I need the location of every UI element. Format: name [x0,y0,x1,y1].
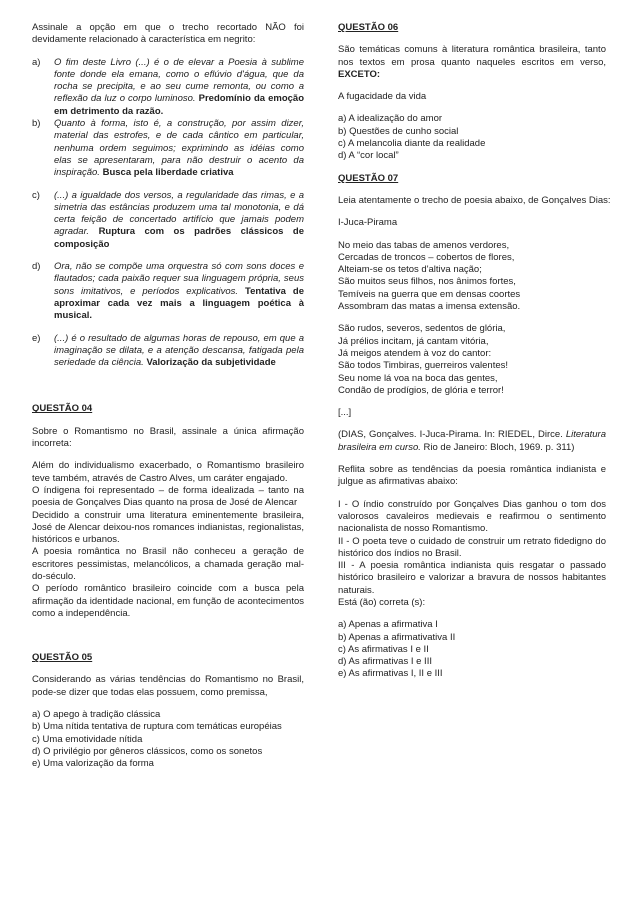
poem-verse: São muitos seus filhos, nos ânimos fortes, [338,276,516,288]
question-06-option: a) A idealização do amor [338,113,443,125]
option-characteristic: Busca pela liberdade criativa [102,167,234,179]
question-07-option: c) As afirmativas I e II [338,643,429,655]
exceto-keyword: EXCETO: [338,68,381,80]
question-07-correct-label: Está (ão) correta (s): [338,596,426,608]
option-text: O fim deste Livro (...) é o de elevar a Poesia à sublime fonte donde ela emana, como o eflúvio d'água, que da rocha se precipita, e ao seu cume remonta, ou como a reflexão da luz o corpo luminoso. Predomínio da emoção em detrimento da razão. [54,56,304,117]
question-06-option: b) Questões de cunho social [338,125,459,137]
question-07-option: e) As afirmativas I, II e III [338,668,443,680]
question-07-title: QUESTÃO 07 [338,172,399,184]
poem-verse: Cercadas de troncos – cobertos de flores, [338,251,515,263]
q3-option-b [32,118,304,179]
question-04-title: QUESTÃO 04 [32,403,93,415]
question-04-item: Além do individualismo exacerbado, o Romantismo brasileiro teve também, através de Castro Alves, um caráter engajado. [32,460,304,484]
question-07-statement: II - O poeta teve o cuidado de construir um retrato fidedigno do histórico dos índios no Brasil. [338,535,606,559]
question-04-item: O período romântico brasileiro coincide com a busca pela afirmação da identidade nacional, em função de acontecimentos como a independência. [32,583,304,619]
question-05-option: b) Uma nítida tentativa de ruptura com temáticas européias [32,721,282,733]
question-05-option: c) Uma emotividade nítida [32,733,143,745]
question-05-option: a) O apego à tradição clássica [32,709,161,721]
q3-option-c [32,190,304,251]
poem-verse: Seu nome lá voa na boca das gentes, [338,372,498,384]
option-text: (...) é o resultado de algumas horas de repouso, em que a imaginação se dilata, e a atenção descansa, fatigada pela seriedade da ciência. Valorização da subjetividade [54,332,304,369]
poem-verse: São rudos, severos, sedentos de glória, [338,323,506,335]
option-characteristic: Valorização da subjetividade [146,357,276,369]
question-07-prompt: Reflita sobre as tendências da poesia romântica indianista e julgue as afirmativas abaixo: [338,464,606,488]
q3-option-e [32,333,304,370]
right-column [338,22,611,681]
question-06-option: d) A “cor local” [338,150,399,162]
poem-verse: São todos Timbiras, guerreiros valentes! [338,360,509,372]
left-column [32,22,304,771]
poem-verse: Temíveis na guerra que em densas coortes [338,288,521,300]
question-06-option: A fugacidade da vida [338,91,427,103]
option-letter: c) [32,189,40,201]
option-text: (...) a igualdade dos versos, a regularidade das rimas, e a simetria das estâncias produzem uma tal monotonia, e dá certa feição de concertado artifício que jamais podem agradar. Ruptura com os padrões clássicos de composição [54,189,305,250]
poem-title: I-Juca-Pirama [338,217,398,229]
option-characteristic: Ruptura com os padrões clássicos de composição [54,226,305,250]
option-characteristic: Tentativa de aproximar cada vez mais a linguagem poética à musical. [54,285,304,322]
poem-citation: (DIAS, Gonçalves. I-Juca-Pirama. In: RIEDEL, Dirce. Literatura brasileira em curso. Rio de Janeiro: Bloch, 1969. p. 311) [338,429,606,453]
question-03-intro: Assinale a opção em que o trecho recortado NÃO foi devidamente relacionado à característica em negrito: [32,22,304,46]
question-05-stem: Considerando as várias tendências do Romantismo no Brasil, pode-se dizer que todas elas possuem, como premissa, [32,674,304,698]
question-07-option: b) Apenas a afirmativativa II [338,631,456,643]
option-characteristic: Predomínio da emoção em detrimento da razão. [54,93,304,117]
option-text: Quanto à forma, isto é, a construção, por assim dizer, material das estrofes, e de cada cântico em particular, nenhuma ordem seguimos; exprimindo as idéias como elas se apresentaram, para não destruir o acento da inspiração. Busca pela liberdade criativa [54,118,304,179]
question-07-option: d) As afirmativas I e III [338,656,432,668]
q3-option-d [32,261,304,322]
citation-book-title: Literatura brasileira em curso. [338,429,606,453]
poem-verse: Alteiam-se os tetos d'altiva nação; [338,264,482,276]
question-04-stem: Sobre o Romantismo no Brasil, assinale a única afirmação incorreta: [32,425,304,450]
question-05-title: QUESTÃO 05 [32,652,93,664]
q3-option-a [32,57,304,118]
poem-verse: Assombram das matas a imensa extensão. [338,301,521,313]
option-letter: d) [32,261,41,273]
question-07-statement: I - O índio construído por Gonçalves Dias ganhou o tom dos valorosos cavaleiros medievais e reafirmou o sentimento nacionalista de nosso Romantismo. [338,498,606,535]
poem-verse: Já meigos atendem à voz do cantor: [338,347,492,359]
question-04-item: O índigena foi representado – de forma idealizada – tanto na poesia de Gonçalves Dias quanto na prosa de José de Alencar [32,484,304,509]
question-05-option: d) O privilégio por gêneros clássicos, como os sonetos [32,745,263,757]
option-text: Ora, não se compõe uma orquestra só com sons doces e flautados; cada paixão requer sua linguagem própria, seus sons imitativos, e períodos explicativos. Tentativa de aproximar cada vez mais a linguagem poética à musical. [54,261,304,322]
question-04-item: A poesia romântica no Brasil não conheceu a geração de escritores pessimistas, melancólicos, a chamada geração mal-do-século. [32,546,304,582]
question-04-item: Decidido a construir uma literatura eminentemente brasileira, José de Alencar deixou-nos romances indianistas, regionalistas, históricos e urbanos. [32,509,304,546]
question-06-option: c) A melancolia diante da realidade [338,138,486,150]
question-07-statement: III - A poesia romântica indianista quis resgatar o passado histórico brasileiro e valorizar a bravura de nossos habitantes naturais. [338,560,606,596]
option-letter: a) [32,56,41,68]
question-03-options [32,57,304,370]
poem-verse: Já prélios incitam, já cantam vitória, [338,335,489,347]
poem-ellipsis: [...] [338,407,352,419]
option-letter: b) [32,118,41,130]
question-07-option: a) Apenas a afirmativa I [338,619,438,631]
poem-verse: Condão de prodígios, de glória e terror! [338,384,504,396]
question-06-title: QUESTÃO 06 [338,22,399,33]
question-05-option: e) Uma valorização da forma [32,758,154,770]
poem-verse: No meio das tabas de amenos verdores, [338,239,510,251]
question-07-stem: Leia atentamente o trecho de poesia abaixo, de Gonçalves Dias: [338,194,611,206]
question-06-stem: São temáticas comuns à literatura romântica brasileira, tanto nos textos em prosa quanto naqueles escritos em verso, EXCETO: [338,44,606,80]
option-letter: e) [32,332,41,344]
